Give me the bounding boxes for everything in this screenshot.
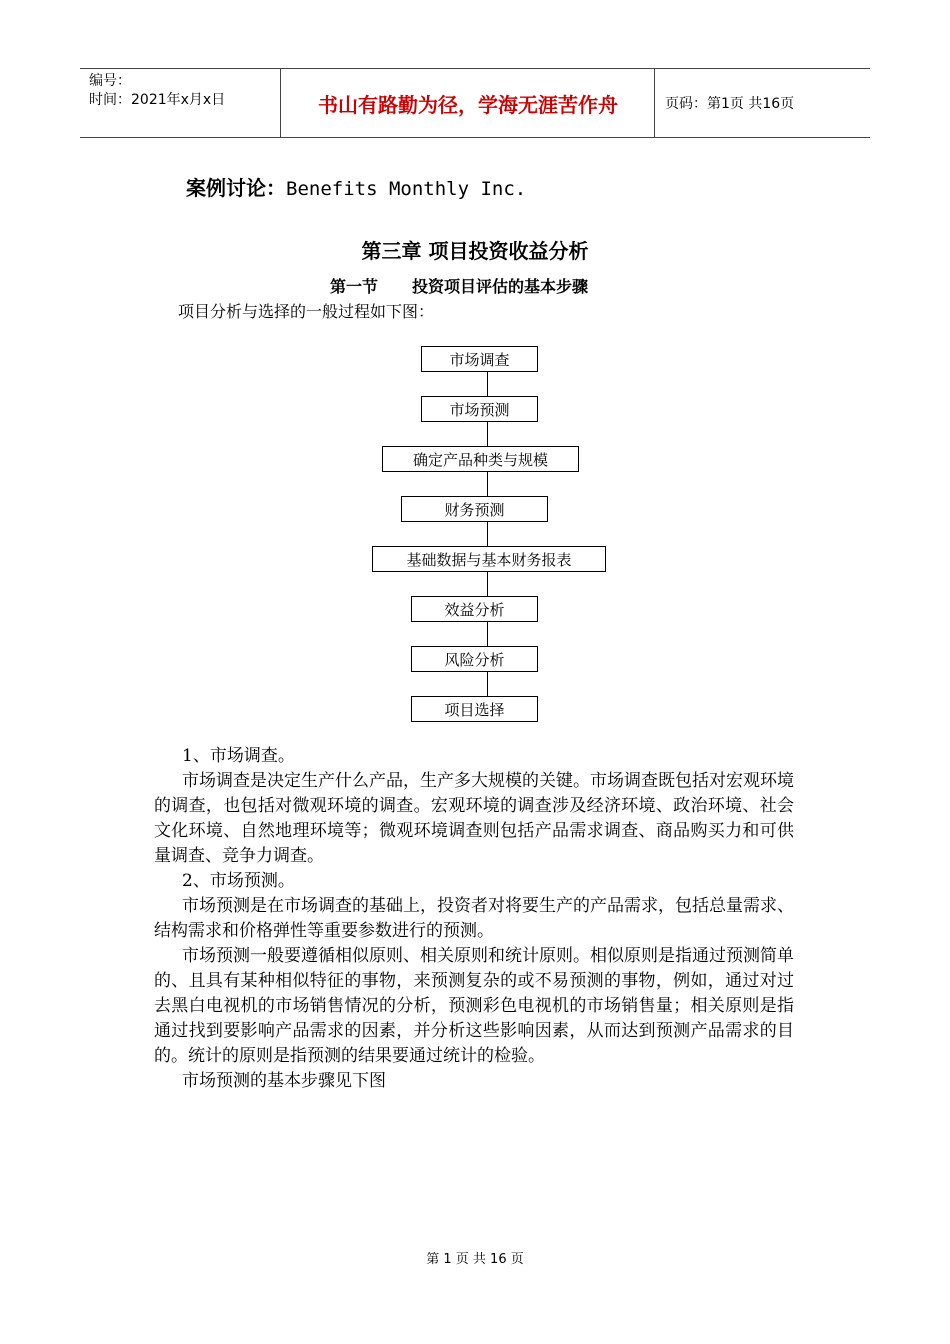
case-title-cn: 案例讨论： [186, 176, 286, 200]
time-label: 时间：2021年x月x日 [89, 92, 226, 108]
intro-text: 项目分析与选择的一般过程如下图： [178, 302, 435, 321]
flow-connector [487, 571, 488, 598]
flow-step: 风险分析 [411, 646, 538, 672]
paragraph: 市场预测一般要遵循相似原则、相关原则和统计原则。相似原则是指通过预测简单的、且具有某种相似特征的事物，来预测复杂的或不易预测的事物，例如，通过对过去黑白电视机的市场销售情况的分析，预测彩色电视机的市场销售量；相关原则是指通过找到要影响产品需求的因素，并分析这些影响因素，从而达到预测产品需求的目的。统计的原则是指预测的结果要通过统计的检验。 [154, 946, 794, 1066]
flow-step: 确定产品种类与规模 [382, 446, 579, 472]
flow-connector [487, 471, 488, 498]
header-motto: 书山有路勤为径，学海无涯苦作舟 [282, 69, 655, 137]
body-text [154, 744, 794, 1094]
flow-connector [487, 371, 488, 398]
flow-step: 基础数据与基本财务报表 [372, 546, 606, 572]
flow-step: 市场预测 [421, 396, 538, 422]
paragraph: 市场调查是决定生产什么产品，生产多大规模的关键。市场调查既包括对宏观环境的调查，也包括对微观环境的调查。宏观环境的调查涉及经济环境、政治环境、社会文化环境、自然地理环境等；微观环境调查则包括产品需求调查、商品购买力和可供量调查、竞争力调查。 [154, 771, 794, 866]
flow-connector [487, 421, 488, 448]
page-footer: 第 1 页 共 16 页 [426, 1252, 524, 1267]
section-number: 第一节 [330, 277, 379, 296]
paragraph: 1、市场调查。 [182, 746, 295, 766]
flow-connector [487, 521, 488, 548]
number-label: 编号： [89, 73, 131, 89]
header-page-info: 页码：第1页 共16页 [665, 96, 795, 112]
paragraph: 2、市场预测。 [182, 871, 295, 891]
case-title-en: Benefits Monthly Inc. [286, 178, 527, 200]
flow-step: 项目选择 [411, 696, 538, 722]
flow-step: 财务预测 [401, 496, 548, 522]
chapter-title: 第三章 项目投资收益分析 [361, 239, 589, 263]
flow-connector [487, 621, 488, 648]
flow-connector [487, 671, 488, 698]
section-title: 投资项目评估的基本步骤 [412, 277, 589, 296]
flow-step: 市场调查 [421, 346, 538, 372]
paragraph: 市场预测是在市场调查的基础上，投资者对将要生产的产品需求，包括总量需求、结构需求和价格弹性等重要参数进行的预测。 [154, 896, 794, 941]
flow-step: 效益分析 [411, 596, 538, 622]
paragraph: 市场预测的基本步骤见下图 [182, 1071, 386, 1091]
